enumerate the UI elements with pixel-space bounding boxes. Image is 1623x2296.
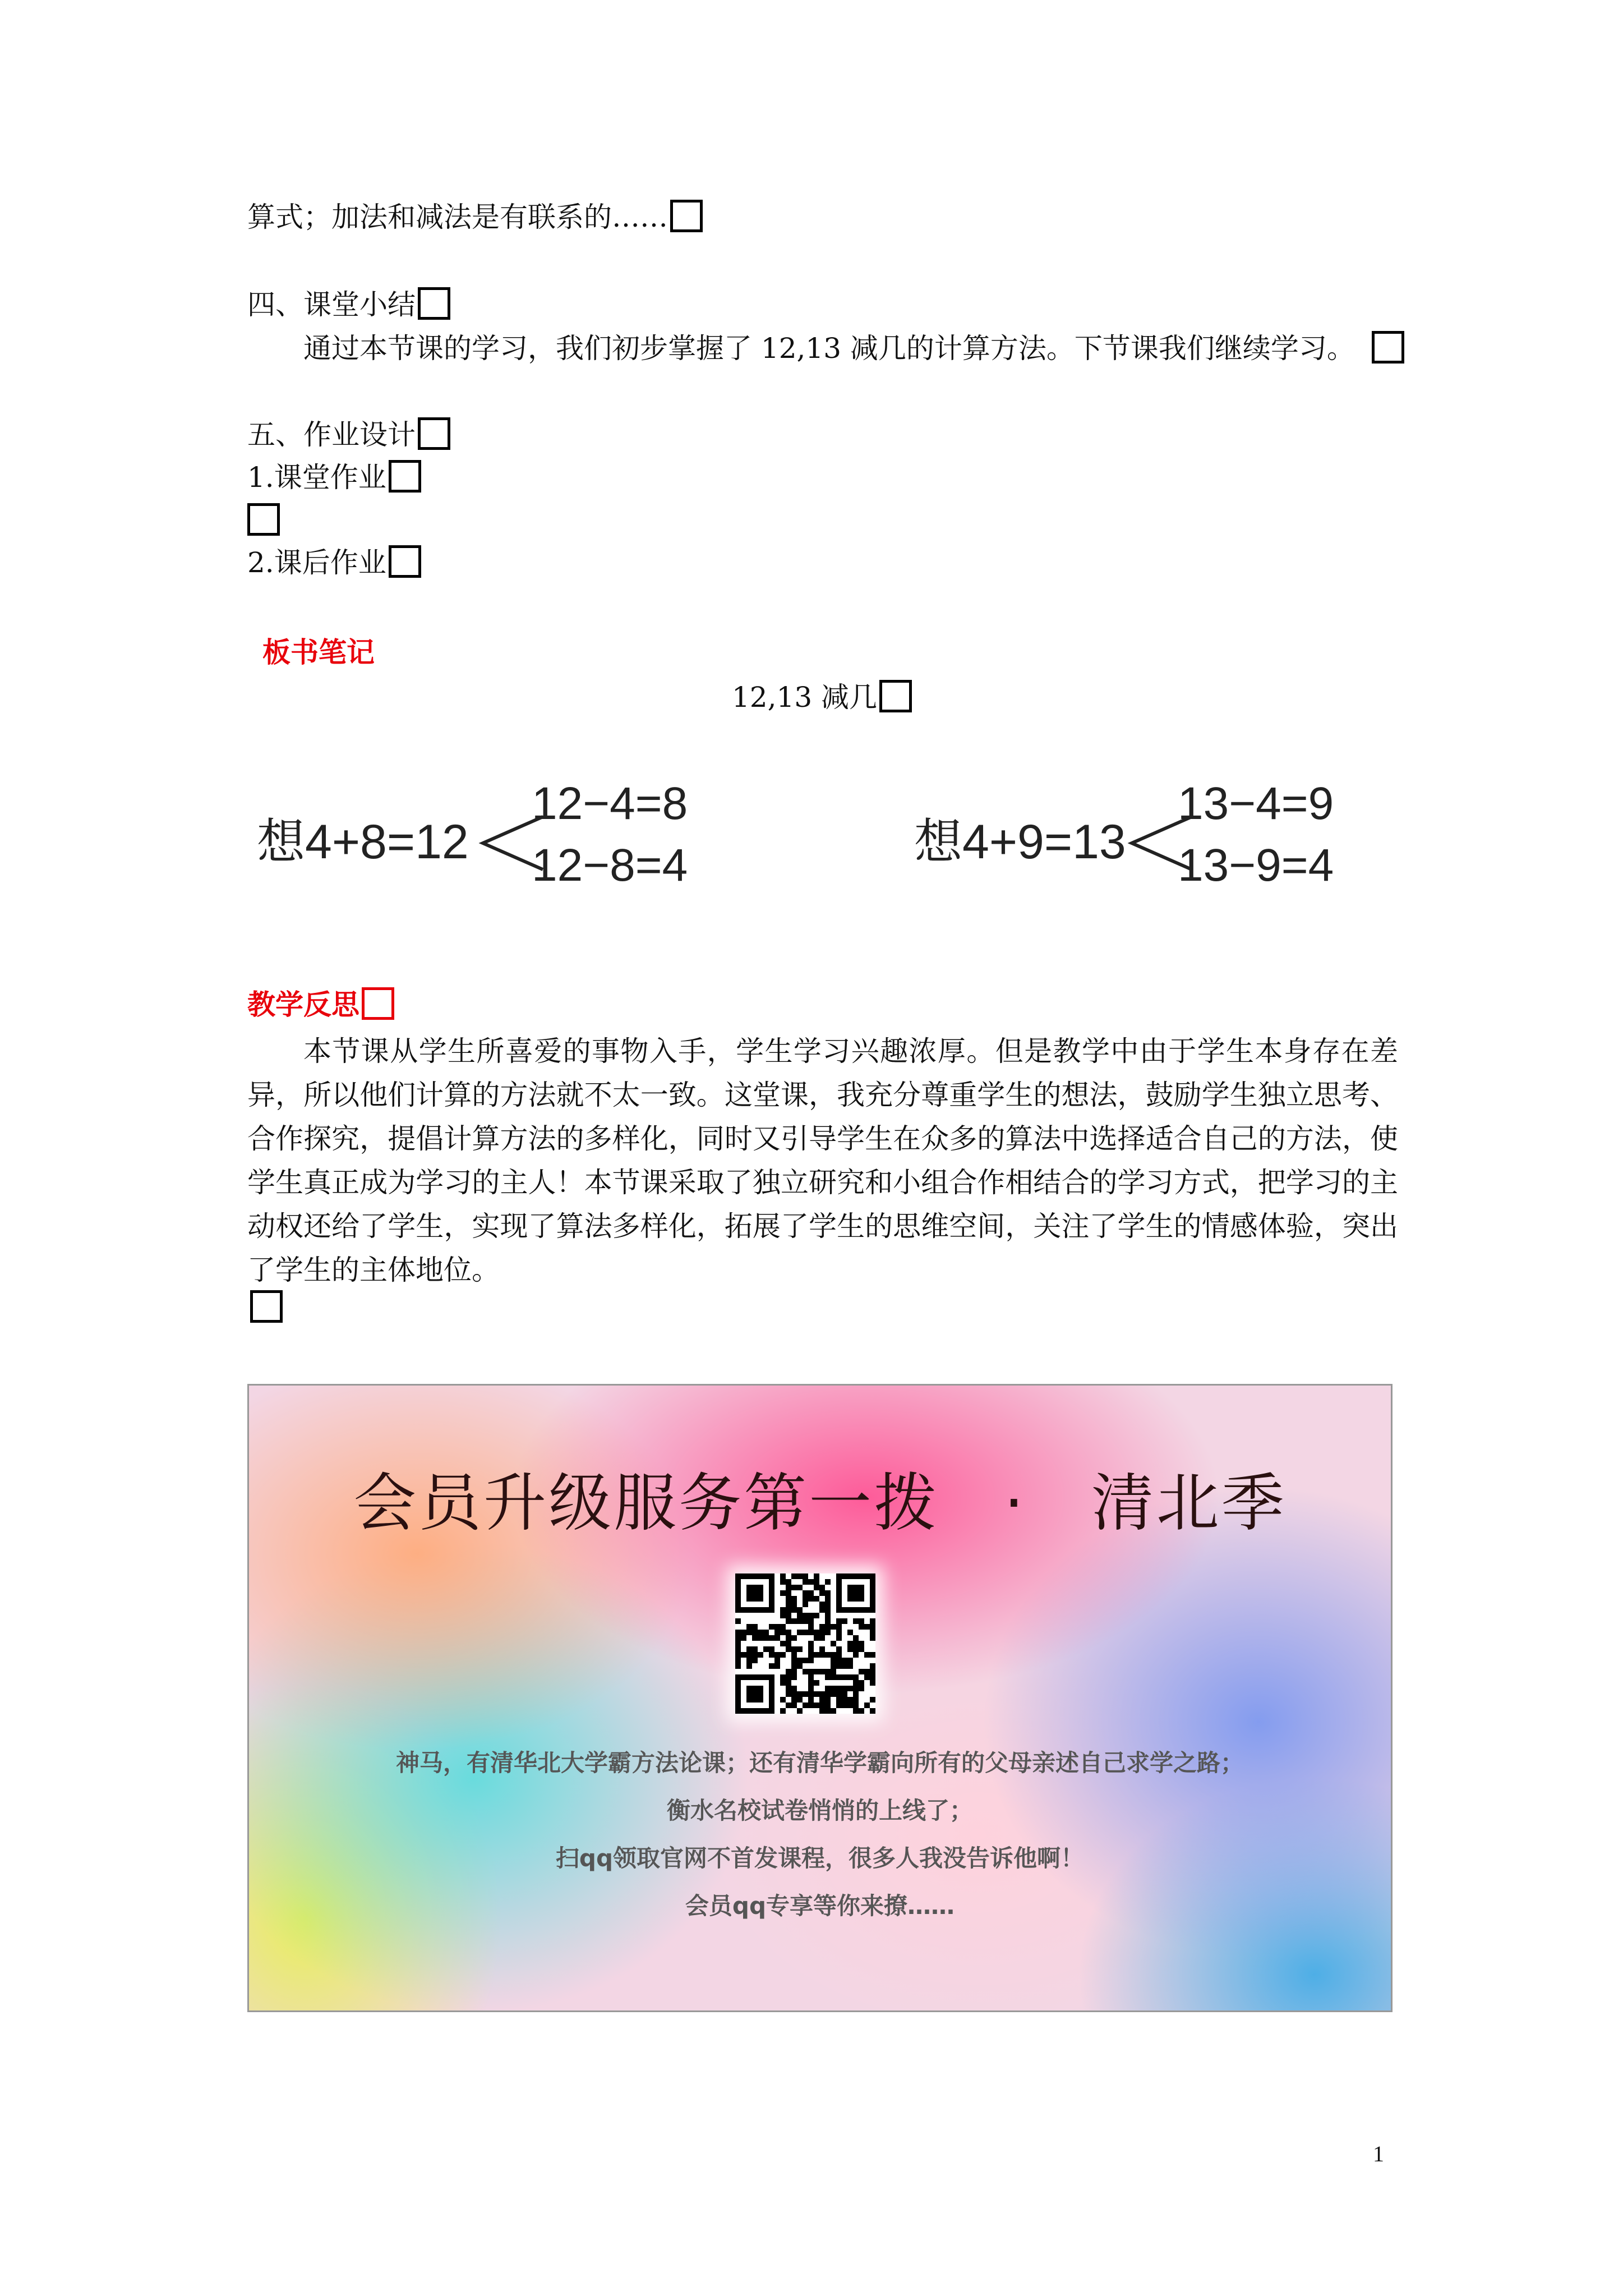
formula-left-top: 12−4=8 [532,778,688,829]
board-heading: 板书笔记 [262,636,375,669]
banner-title: 会员升级服务第一拨 · 清北季 [353,1467,1287,1540]
homework-item-1 [247,459,421,496]
continuation-text: 算式；加法和减法是有联系的…… [247,201,668,233]
banner-line-4: 会员qq专享等你来撩…… [685,1892,955,1920]
page-number: 1 [1373,2141,1384,2166]
summary-heading-text: 四、课堂小结 [247,288,416,321]
summary-paragraph [303,330,1404,367]
placeholder-box [250,1290,283,1323]
banner-line-3: 扫qq领取官网不首发课程，很多人我没告诉他啊！ [555,1844,1085,1872]
reflection-heading-text: 教学反思 [247,988,359,1021]
placeholder-box [418,417,450,450]
reflection-paragraph: 本节课从学生所喜爱的事物入手，学生学习兴趣浓厚。但是教学中由于学生本身存在差异，所以他们计算的方法就不太一致。这堂课，我充分尊重学生的想法，鼓励学生独立思考、合作探究，提倡计算方法的多样化，同时又引导学生在众多的算法中选择适合自己的方法，使学生真正成为学习的主人！本节课采取了独立研究和小组合作相结合的学习方式，把学习的主动权还给了学生，实现了算法多样化，拓展了学生的思维空间，关注了学生的情感体验，突出了学生的主体地位。 [247,1035,1398,1286]
formula-left-lead: 想4+8=12 [257,815,469,869]
formula-right [914,780,1363,909]
placeholder-box [1372,331,1404,364]
placeholder-box [362,987,394,1020]
formula-right-lead: 想4+9=13 [914,815,1126,869]
qr-code-icon [735,1573,875,1714]
placeholder-box [389,460,421,493]
homework-item-1-text: 1.课堂作业 [247,461,386,494]
homework-item-2-text: 2.课后作业 [247,546,386,579]
summary-heading [247,286,450,323]
formula-left [257,780,706,909]
homework-heading-text: 五、作业设计 [247,418,416,451]
placeholder-box [247,503,280,536]
banner-line-2: 衡水名校试卷悄悄的上线了； [666,1797,973,1824]
banner-line-1: 神马，有清华北大学霸方法论课；还有清华学霸向所有的父母亲述自己求学之路； [395,1749,1244,1777]
homework-empty-line [247,502,280,539]
promo-banner [247,1384,1393,2012]
continuation-line [247,199,703,236]
board-title-text: 12,13 减几 [732,681,878,714]
placeholder-box [670,200,703,232]
reflection-heading [247,986,394,1023]
formula-left-bottom: 12−8=4 [532,840,688,891]
placeholder-box [418,287,450,320]
reflection-end-line [247,1289,283,1326]
summary-text: 通过本节课的学习，我们初步掌握了 12,13 减几的计算方法。下节课我们继续学习。 [303,332,1355,365]
formula-right-top: 13−4=9 [1178,778,1334,829]
board-title [732,679,912,716]
placeholder-box [389,545,421,578]
homework-heading [247,416,450,453]
formula-right-bottom: 13−9=4 [1178,840,1334,891]
placeholder-box [879,680,912,712]
homework-item-2 [247,544,421,581]
